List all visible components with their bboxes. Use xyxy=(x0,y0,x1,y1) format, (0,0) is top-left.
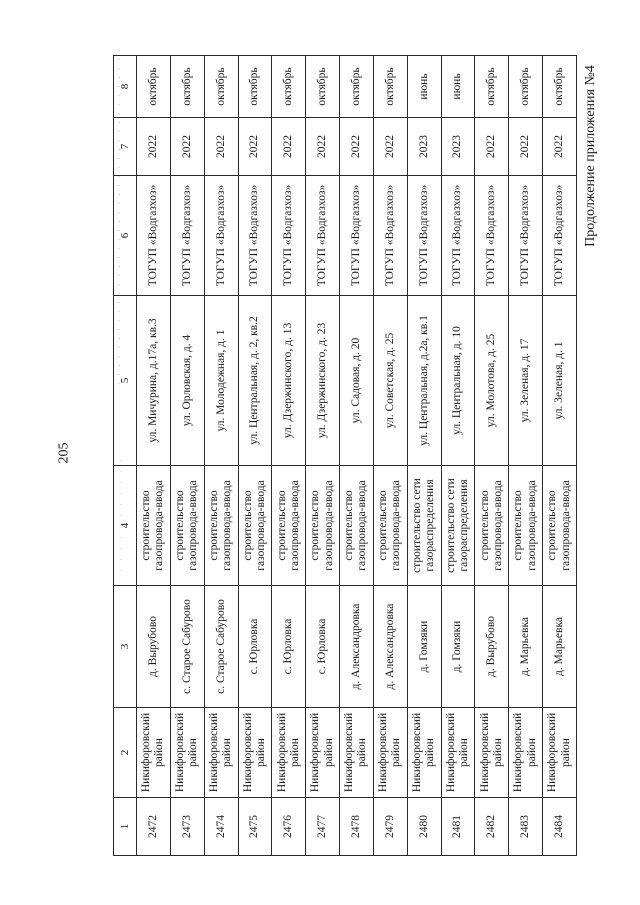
table-row xyxy=(407,56,441,856)
cell-district: Никифоровский район xyxy=(373,708,407,798)
cell-settlement: с. Юрловка xyxy=(272,586,306,708)
cell-contractor: ТОГУП «Водгазхоз» xyxy=(543,176,577,296)
table-row xyxy=(441,56,475,856)
cell-settlement: с. Юрловка xyxy=(306,586,340,708)
cell-month: октябрь xyxy=(509,56,543,118)
cell-year: 2022 xyxy=(204,118,238,176)
column-header: 5 xyxy=(114,296,137,466)
cell-work-type: строительство газопровода-ввода xyxy=(272,466,306,586)
table-row xyxy=(509,56,543,856)
cell-district: Никифоровский район xyxy=(238,708,272,798)
cell-address: ул. Центральная, д. 10 xyxy=(441,296,475,466)
column-header: 6 xyxy=(114,176,137,296)
cell-month: октябрь xyxy=(340,56,374,118)
table-row xyxy=(373,56,407,856)
cell-row-number: 2478 xyxy=(340,798,374,856)
cell-row-number: 2475 xyxy=(238,798,272,856)
cell-address: ул. Дзержинского, д. 13 xyxy=(272,296,306,466)
cell-row-number: 2483 xyxy=(509,798,543,856)
cell-district: Никифоровский район xyxy=(272,708,306,798)
cell-address: ул. Советская, д. 25 xyxy=(373,296,407,466)
cell-year: 2022 xyxy=(306,118,340,176)
table-body xyxy=(137,56,577,856)
cell-row-number: 2472 xyxy=(137,798,171,856)
cell-settlement: д. Марьевка xyxy=(509,586,543,708)
cell-settlement: с. Старое Сабурово xyxy=(170,586,204,708)
cell-contractor: ТОГУП «Водгазхоз» xyxy=(306,176,340,296)
cell-settlement: с. Старое Сабурово xyxy=(204,586,238,708)
cell-work-type: строительство газопровода-ввода xyxy=(137,466,171,586)
table-row xyxy=(272,56,306,856)
table-row xyxy=(543,56,577,856)
cell-address: ул. Центральная, д.2а, кв.1 xyxy=(407,296,441,466)
cell-year: 2022 xyxy=(475,118,509,176)
table-container xyxy=(113,56,577,856)
page-number: 205 xyxy=(56,442,71,464)
cell-settlement: д. Марьевка xyxy=(543,586,577,708)
header-row xyxy=(114,56,137,856)
cell-month: июнь xyxy=(441,56,475,118)
cell-work-type: строительство сети газораспределения xyxy=(407,466,441,586)
cell-row-number: 2476 xyxy=(272,798,306,856)
cell-district: Никифоровский район xyxy=(407,708,441,798)
cell-work-type: строительство газопровода-ввода xyxy=(306,466,340,586)
cell-month: октябрь xyxy=(543,56,577,118)
gasification-table xyxy=(113,55,577,856)
column-header: 3 xyxy=(114,586,137,708)
cell-address: ул. Молотова, д. 25 xyxy=(475,296,509,466)
cell-address: ул. Мичурина, д.17а, кв.3 xyxy=(137,296,171,466)
cell-contractor: ТОГУП «Водгазхоз» xyxy=(509,176,543,296)
cell-contractor: ТОГУП «Водгазхоз» xyxy=(238,176,272,296)
rotated-table-frame xyxy=(113,56,577,856)
cell-month: июнь xyxy=(407,56,441,118)
cell-year: 2023 xyxy=(407,118,441,176)
cell-settlement: д. Гомзяки xyxy=(407,586,441,708)
cell-month: октябрь xyxy=(272,56,306,118)
cell-settlement: д. Вырубово xyxy=(475,586,509,708)
cell-district: Никифоровский район xyxy=(306,708,340,798)
cell-row-number: 2473 xyxy=(170,798,204,856)
cell-district: Никифоровский район xyxy=(137,708,171,798)
cell-work-type: строительство газопровода-ввода xyxy=(238,466,272,586)
column-header: 7 xyxy=(114,118,137,176)
continuation-label: Продолжение приложения №4 xyxy=(583,65,599,247)
cell-contractor: ТОГУП «Водгазхоз» xyxy=(204,176,238,296)
cell-district: Никифоровский район xyxy=(509,708,543,798)
cell-address: ул. Центральная, д. 2, кв.2 xyxy=(238,296,272,466)
table-row xyxy=(170,56,204,856)
cell-year: 2022 xyxy=(137,118,171,176)
column-header: 1 xyxy=(114,798,137,856)
table-row xyxy=(238,56,272,856)
cell-month: октябрь xyxy=(475,56,509,118)
cell-work-type: строительство сети газораспределения xyxy=(441,466,475,586)
table-row xyxy=(306,56,340,856)
cell-row-number: 2477 xyxy=(306,798,340,856)
cell-district: Никифоровский район xyxy=(340,708,374,798)
cell-work-type: строительство газопровода-ввода xyxy=(373,466,407,586)
cell-month: октябрь xyxy=(137,56,171,118)
cell-district: Никифоровский район xyxy=(475,708,509,798)
cell-address: ул. Зеленая, д. 1 xyxy=(543,296,577,466)
cell-contractor: ТОГУП «Водгазхоз» xyxy=(137,176,171,296)
cell-contractor: ТОГУП «Водгазхоз» xyxy=(475,176,509,296)
column-header: 2 xyxy=(114,708,137,798)
cell-contractor: ТОГУП «Водгазхоз» xyxy=(170,176,204,296)
cell-year: 2022 xyxy=(170,118,204,176)
cell-year: 2022 xyxy=(509,118,543,176)
cell-row-number: 2484 xyxy=(543,798,577,856)
cell-contractor: ТОГУП «Водгазхоз» xyxy=(340,176,374,296)
cell-address: ул. Зеленая, д. 17 xyxy=(509,296,543,466)
cell-work-type: строительство газопровода-ввода xyxy=(475,466,509,586)
cell-year: 2023 xyxy=(441,118,475,176)
table-row xyxy=(340,56,374,856)
cell-settlement: д. Александровка xyxy=(340,586,374,708)
cell-settlement: д. Вырубово xyxy=(137,586,171,708)
table-row xyxy=(475,56,509,856)
cell-contractor: ТОГУП «Водгазхоз» xyxy=(441,176,475,296)
cell-contractor: ТОГУП «Водгазхоз» xyxy=(272,176,306,296)
cell-year: 2022 xyxy=(543,118,577,176)
cell-year: 2022 xyxy=(272,118,306,176)
cell-work-type: строительство газопровода-ввода xyxy=(340,466,374,586)
cell-settlement: с. Юрловка xyxy=(238,586,272,708)
cell-work-type: строительство газопровода-ввода xyxy=(509,466,543,586)
table-row xyxy=(204,56,238,856)
cell-district: Никифоровский район xyxy=(543,708,577,798)
cell-month: октябрь xyxy=(306,56,340,118)
cell-year: 2022 xyxy=(238,118,272,176)
cell-year: 2022 xyxy=(373,118,407,176)
cell-row-number: 2479 xyxy=(373,798,407,856)
cell-contractor: ТОГУП «Водгазхоз» xyxy=(407,176,441,296)
cell-district: Никифоровский район xyxy=(441,708,475,798)
column-header: 4 xyxy=(114,466,137,586)
table-row xyxy=(137,56,171,856)
cell-district: Никифоровский район xyxy=(204,708,238,798)
cell-month: октябрь xyxy=(204,56,238,118)
cell-address: ул. Молодежная, д. 1 xyxy=(204,296,238,466)
cell-year: 2022 xyxy=(340,118,374,176)
cell-month: октябрь xyxy=(170,56,204,118)
cell-address: ул. Дзержинского, д. 23 xyxy=(306,296,340,466)
cell-month: октябрь xyxy=(373,56,407,118)
cell-address: ул. Орловская, д. 4 xyxy=(170,296,204,466)
cell-settlement: д. Гомзяки xyxy=(441,586,475,708)
cell-row-number: 2482 xyxy=(475,798,509,856)
cell-address: ул. Садовая, д. 20 xyxy=(340,296,374,466)
cell-row-number: 2474 xyxy=(204,798,238,856)
column-header: 8 xyxy=(114,56,137,118)
cell-work-type: строительство газопровода-ввода xyxy=(204,466,238,586)
cell-row-number: 2481 xyxy=(441,798,475,856)
cell-work-type: строительство газопровода-ввода xyxy=(543,466,577,586)
cell-contractor: ТОГУП «Водгазхоз» xyxy=(373,176,407,296)
cell-district: Никифоровский район xyxy=(170,708,204,798)
cell-month: октябрь xyxy=(238,56,272,118)
cell-work-type: строительство газопровода-ввода xyxy=(170,466,204,586)
cell-row-number: 2480 xyxy=(407,798,441,856)
cell-settlement: д. Александровка xyxy=(373,586,407,708)
